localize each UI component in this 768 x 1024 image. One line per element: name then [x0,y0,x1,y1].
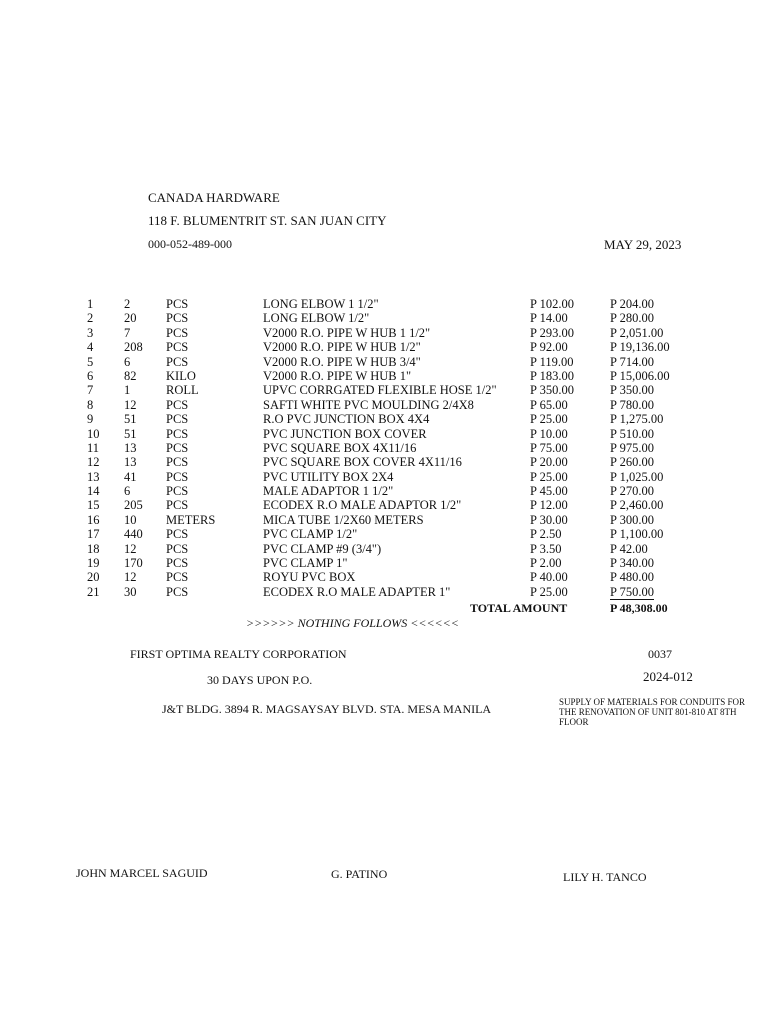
item-unit: PCS [166,311,189,326]
item-amount: P 15,006.00 [610,368,670,383]
item-unit: PCS [166,570,189,585]
item-quantity: 7 [124,325,131,340]
item-number: 10 [87,426,100,441]
table-row [0,470,768,484]
item-quantity: 205 [124,498,143,513]
table-row [0,542,768,556]
item-description: MALE ADAPTOR 1 1/2" [263,484,394,499]
item-number: 18 [87,541,100,556]
item-unit: PCS [166,498,189,513]
item-number: 6 [87,368,94,383]
item-amount: P 280.00 [610,311,654,326]
item-amount: P 204.00 [610,297,654,311]
item-number: 11 [87,440,100,455]
item-amount: P 780.00 [610,397,654,412]
item-unit-price: P 3.50 [530,541,562,556]
item-description: V2000 R.O. PIPE W HUB 3/4" [263,354,421,369]
table-row [0,412,768,426]
table-row [0,369,768,383]
item-unit: PCS [166,469,189,484]
item-unit-price: P 2.50 [530,527,562,542]
item-description: V2000 R.O. PIPE W HUB 1 1/2" [263,325,431,340]
purpose-note: SUPPLY OF MATERIALS FOR CONDUITS FOR THE RENOVATION OF UNIT 801-810 AT 8TH FLOOR [559,697,746,727]
total-label: TOTAL AMOUNT [470,601,568,615]
item-unit: ROLL [166,383,199,398]
item-amount: P 350.00 [610,383,654,398]
item-number: 7 [87,383,94,398]
item-description: V2000 R.O. PIPE W HUB 1/2" [263,340,421,355]
item-number: 8 [87,397,94,412]
item-unit: PCS [166,527,189,542]
item-unit: PCS [166,297,189,311]
item-unit-price: P 25.00 [530,469,568,484]
table-row [0,441,768,455]
item-number: 21 [87,584,100,599]
item-number: 15 [87,498,100,513]
item-unit: PCS [166,397,189,412]
item-unit: PCS [166,325,189,340]
item-unit-price: P 119.00 [530,354,574,369]
item-quantity: 12 [124,397,137,412]
item-number: 3 [87,325,94,340]
item-description: ECODEX R.O MALE ADAPTOR 1/2" [263,498,462,513]
item-unit-price: P 183.00 [530,368,574,383]
item-unit-price: P 45.00 [530,484,568,499]
signatory-left: JOHN MARCEL SAGUID [76,866,208,880]
item-quantity: 51 [124,412,137,427]
item-unit-price: P 102.00 [530,297,574,311]
item-quantity: 12 [124,570,137,585]
item-description: UPVC CORRGATED FLEXIBLE HOSE 1/2" [263,383,497,398]
table-row [0,513,768,527]
item-unit-price: P 40.00 [530,570,568,585]
item-amount: P 340.00 [610,556,654,571]
table-row [0,556,768,570]
vendor-tin: 000-052-489-000 [148,237,232,251]
table-row [0,570,768,584]
item-quantity: 1 [124,383,131,398]
item-amount: P 750.00 [610,584,654,599]
item-quantity: 13 [124,455,137,470]
item-quantity: 170 [124,556,143,571]
item-number: 20 [87,570,100,585]
item-quantity: 82 [124,368,137,383]
vendor-name: CANADA HARDWARE [148,190,280,205]
item-amount: P 2,051.00 [610,325,664,340]
item-unit-price: P 20.00 [530,455,568,470]
item-quantity: 13 [124,440,137,455]
table-row [0,326,768,340]
table-row [0,340,768,354]
item-unit: PCS [166,354,189,369]
item-amount: P 300.00 [610,512,654,527]
item-unit-price: P 75.00 [530,440,568,455]
item-amount: P 19,136.00 [610,340,670,355]
item-quantity: 30 [124,584,137,599]
item-description: PVC CLAMP 1/2" [263,527,358,542]
table-row [0,398,768,412]
item-unit-price: P 65.00 [530,397,568,412]
item-unit-price: P 350.00 [530,383,574,398]
item-unit-price: P 14.00 [530,311,568,326]
item-number: 17 [87,527,100,542]
item-unit-price: P 12.00 [530,498,568,513]
item-number: 1 [87,297,94,311]
item-amount: P 1,275.00 [610,412,664,427]
item-unit: PCS [166,541,189,556]
item-description: PVC UTILITY BOX 2X4 [263,469,394,484]
table-row [0,355,768,369]
item-unit: METERS [166,512,216,527]
item-unit: PCS [166,556,189,571]
signatory-right: LILY H. TANCO [563,870,647,884]
item-unit-price: P 92.00 [530,340,568,355]
table-row [0,311,768,325]
item-quantity: 440 [124,527,143,542]
table-row [0,527,768,541]
po-number: 2024-012 [643,669,693,684]
item-amount: P 1,100.00 [610,527,664,542]
item-description: R.O PVC JUNCTION BOX 4X4 [263,412,430,427]
item-unit-price: P 30.00 [530,512,568,527]
item-amount: P 510.00 [610,426,654,441]
buyer-name: FIRST OPTIMA REALTY CORPORATION [130,647,347,661]
total-amount: P 48,308.00 [610,601,668,615]
item-unit: KILO [166,368,196,383]
item-description: LONG ELBOW 1 1/2" [263,297,379,311]
item-quantity: 6 [124,354,131,369]
table-row [0,455,768,469]
items-table [0,297,768,599]
item-amount: P 2,460.00 [610,498,664,513]
item-number: 16 [87,512,100,527]
item-amount: P 714.00 [610,354,654,369]
item-unit-price: P 10.00 [530,426,568,441]
item-amount: P 480.00 [610,570,654,585]
item-number: 13 [87,469,100,484]
item-quantity: 208 [124,340,143,355]
buyer-address: J&T BLDG. 3894 R. MAGSAYSAY BLVD. STA. MESA MANILA [162,702,492,716]
nothing-follows-note: >>>>>> NOTHING FOLLOWS <<<<<< [246,616,459,630]
item-unit-price: P 293.00 [530,325,574,340]
item-description: SAFTI WHITE PVC MOULDING 2/4X8 [263,397,474,412]
payment-terms: 30 DAYS UPON P.O. [207,673,313,687]
item-unit: PCS [166,584,189,599]
signatory-middle: G. PATINO [331,867,388,881]
item-description: PVC CLAMP #9 (3/4") [263,541,382,556]
reference-number: 0037 [648,647,672,661]
item-amount: P 270.00 [610,484,654,499]
item-number: 2 [87,311,94,326]
item-unit: PCS [166,455,189,470]
table-row [0,427,768,441]
item-description: LONG ELBOW 1/2" [263,311,370,326]
item-unit: PCS [166,426,189,441]
item-amount: P 260.00 [610,455,654,470]
item-quantity: 12 [124,541,137,556]
item-quantity: 2 [124,297,131,311]
item-description: ROYU PVC BOX [263,570,356,585]
table-row [0,297,768,311]
item-quantity: 20 [124,311,137,326]
item-quantity: 51 [124,426,137,441]
table-row [0,484,768,498]
item-number: 4 [87,340,94,355]
item-description: PVC SQUARE BOX COVER 4X11/16 [263,455,462,470]
table-row [0,383,768,397]
table-row [0,585,768,599]
item-number: 5 [87,354,94,369]
item-description: PVC SQUARE BOX 4X11/16 [263,440,417,455]
table-row [0,498,768,512]
item-amount: P 975.00 [610,440,654,455]
item-number: 14 [87,484,100,499]
item-quantity: 10 [124,512,137,527]
item-unit: PCS [166,440,189,455]
item-description: ECODEX R.O MALE ADAPTER 1" [263,584,451,599]
item-quantity: 6 [124,484,131,499]
item-description: MICA TUBE 1/2X60 METERS [263,512,424,527]
receipt-date: MAY 29, 2023 [604,237,682,252]
item-unit: PCS [166,484,189,499]
item-number: 12 [87,455,100,470]
item-description: PVC JUNCTION BOX COVER [263,426,427,441]
item-quantity: 41 [124,469,137,484]
item-unit-price: P 25.00 [530,412,568,427]
item-unit-price: P 2.00 [530,556,562,571]
item-description: V2000 R.O. PIPE W HUB 1" [263,368,412,383]
item-amount: P 42.00 [610,541,648,556]
item-unit: PCS [166,340,189,355]
item-number: 9 [87,412,94,427]
item-number: 19 [87,556,100,571]
item-amount: P 1,025.00 [610,469,664,484]
item-description: PVC CLAMP 1" [263,556,348,571]
item-unit: PCS [166,412,189,427]
item-unit-price: P 25.00 [530,584,568,599]
vendor-address: 118 F. BLUMENTRIT ST. SAN JUAN CITY [148,213,387,228]
